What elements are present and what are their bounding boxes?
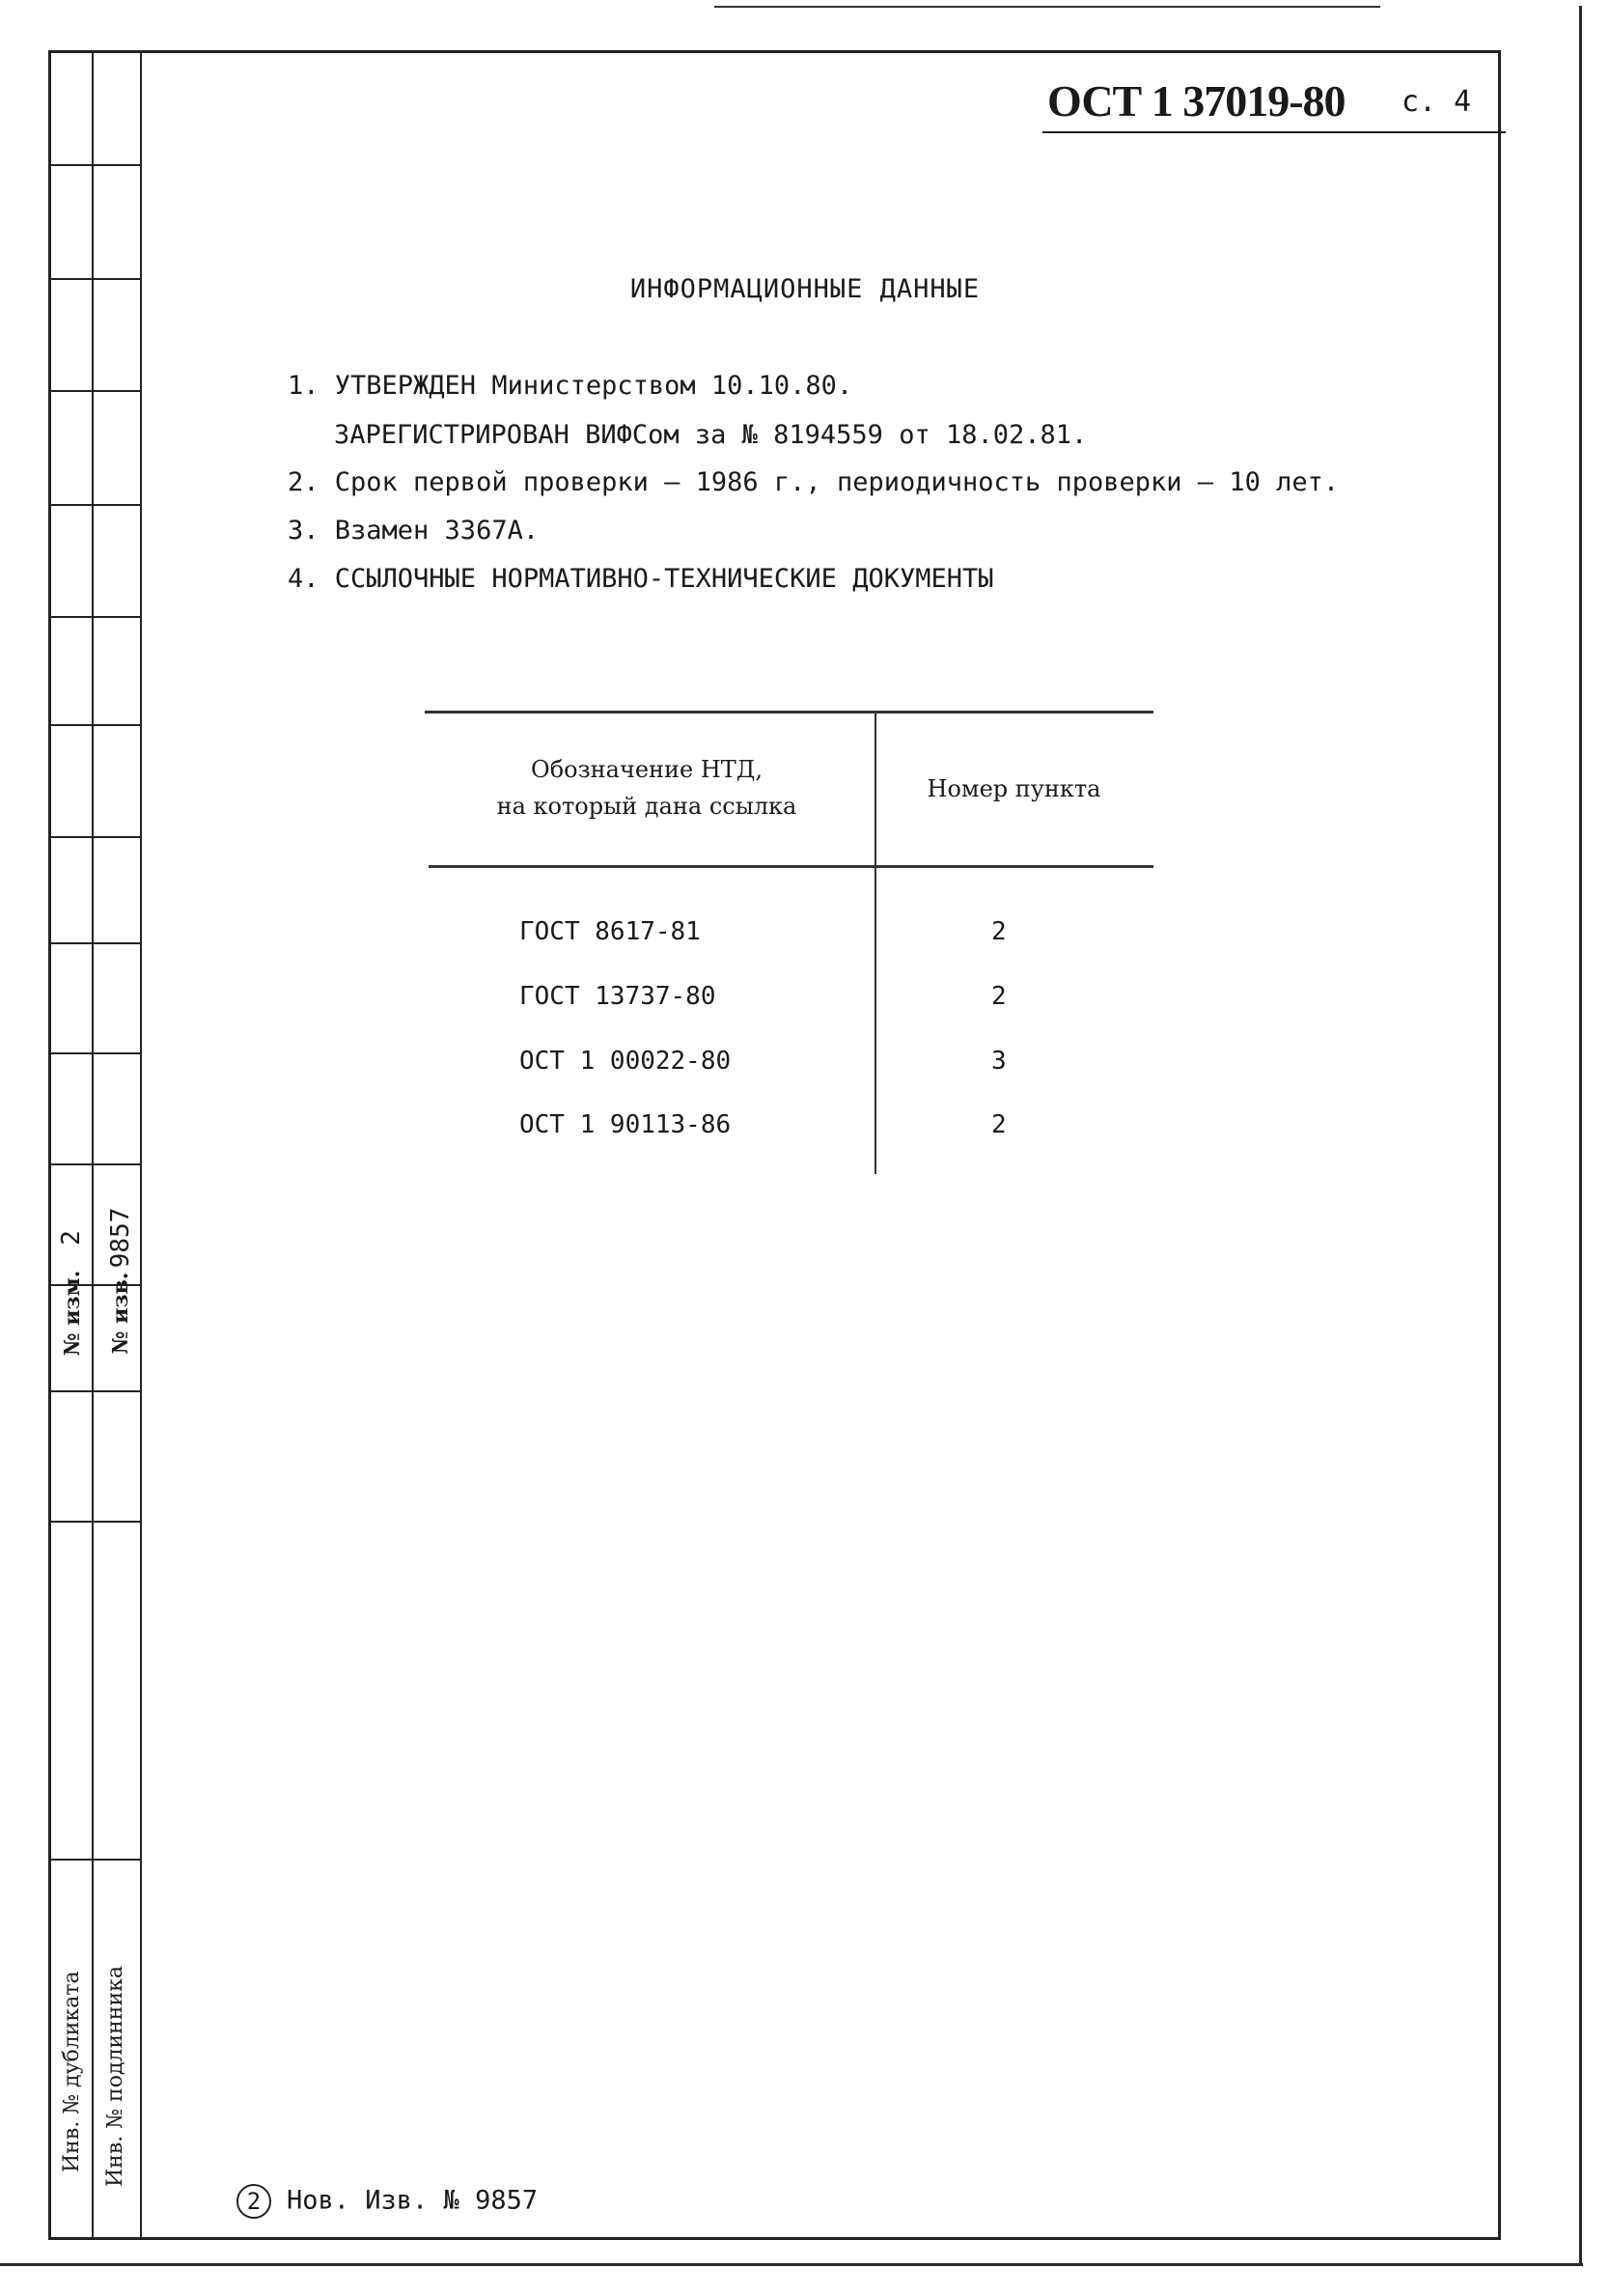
table-header-designation-line1: Обозначение НТД,	[531, 756, 763, 783]
sidebar-row-line	[48, 164, 142, 166]
sidebar-row-line	[48, 1859, 142, 1861]
table-header-rule	[429, 865, 1153, 868]
table-row-clause: 3	[991, 1047, 1007, 1076]
sidebar-row-line	[48, 390, 142, 392]
circled-change-number: 2	[236, 2184, 271, 2219]
sidebar-row-line	[48, 1521, 142, 1523]
sidebar-row-line	[48, 724, 142, 726]
item-review-period: 2. Срок первой проверки – 1986 г., периодичность проверки – 10 лет.	[288, 467, 1340, 497]
outer-frame-bottom	[0, 2263, 1583, 2266]
table-top-rule	[425, 711, 1153, 714]
item-replaces: 3. Взамен 3367А.	[288, 516, 540, 546]
footer-change-notice	[236, 2184, 538, 2219]
table-row-doc: ОСТ 1 00022-80	[519, 1047, 732, 1076]
footer-notice-text: Нов. Изв. № 9857	[287, 2185, 539, 2216]
change-no-value: 2	[57, 1230, 86, 1246]
section-title: ИНФОРМАЦИОННЫЕ ДАННЫЕ	[629, 274, 981, 304]
table-row-doc: ГОСТ 13737-80	[519, 982, 716, 1011]
item-references-heading: 4. ССЫЛОЧНЫЕ НОРМАТИВНО-ТЕХНИЧЕСКИЕ ДОКУМЕНТЫ	[288, 564, 994, 594]
page-number: с. 4	[1402, 85, 1472, 119]
outer-frame-right	[1579, 6, 1582, 2265]
item-registered: ЗАРЕГИСТРИРОВАН ВИФСом за № 8194559 от 18.02.81.	[334, 420, 1088, 450]
sidebar-row-line	[48, 616, 142, 618]
table-row-clause: 2	[991, 982, 1007, 1011]
table-header-clause: Номер пункта	[927, 775, 1101, 802]
table-header-designation-line2: на который дана ссылка	[496, 793, 797, 820]
sidebar-row-line	[48, 1390, 142, 1392]
sidebar-row-line	[48, 504, 142, 506]
sidebar-row-line	[48, 836, 142, 838]
sidebar-row-line	[48, 1163, 142, 1165]
outer-frame-top	[714, 6, 1380, 8]
document-code: ОСТ 1 37019-80	[1047, 76, 1346, 126]
sidebar-row-line	[48, 942, 142, 944]
table-row-doc: ОСТ 1 90113-86	[519, 1110, 732, 1139]
header-underline	[1042, 131, 1506, 133]
notice-no-label: № изв.	[108, 1272, 133, 1355]
original-inventory-label: Инв. № подлинника	[103, 1966, 127, 2187]
duplicate-inventory-label: Инв. № дубликата	[60, 1971, 84, 2172]
table-row-doc: ГОСТ 8617-81	[519, 917, 701, 946]
table-row-clause: 2	[991, 1110, 1007, 1139]
sidebar-column-border	[140, 50, 142, 2240]
table-row-clause: 2	[991, 917, 1007, 946]
item-approved: 1. УТВЕРЖДЕН Министерством 10.10.80.	[288, 371, 853, 401]
change-no-label: № изм.	[60, 1270, 85, 1357]
sidebar-row-line	[48, 1052, 142, 1054]
notice-no-value: 9857	[106, 1207, 135, 1269]
sidebar-column-divider	[92, 50, 94, 2240]
table-header-designation	[429, 751, 865, 825]
